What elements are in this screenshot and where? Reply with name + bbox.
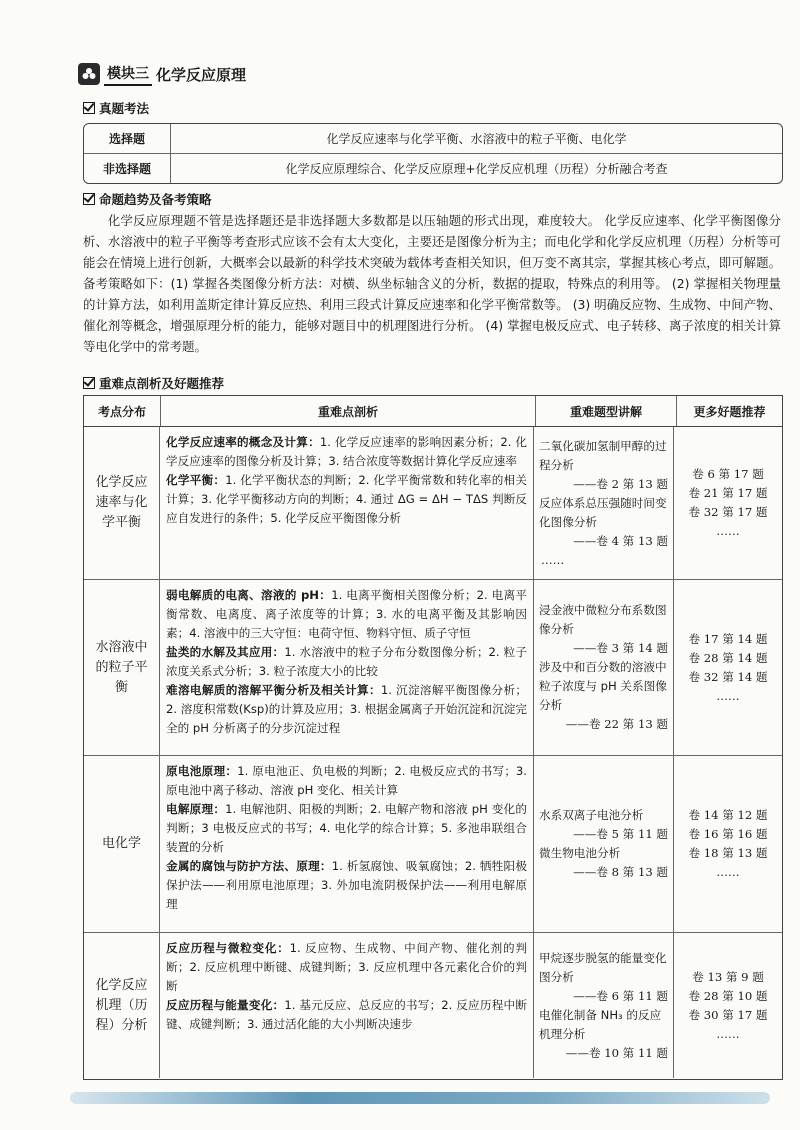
recommend-cell (674, 933, 782, 1078)
recommend-item: 卷 14 第 12 题 (688, 808, 768, 822)
explain-text: 涉及中和百分数的溶液中粒子浓度与 pH 关系图像分析 (539, 660, 667, 712)
recommend-item: …… (716, 865, 740, 879)
explain-ref: ——卷 8 第 13 题 (573, 865, 668, 879)
explain-text: 二氧化碳加氢制甲醇的过程分析 (539, 438, 667, 472)
check-icon (83, 377, 95, 389)
table-row (84, 124, 782, 153)
recommend-cell (674, 427, 782, 579)
category-cell: 化学反应速率与化学平衡 (84, 427, 160, 579)
analysis-title: 化学平衡： (166, 473, 226, 487)
row-value: 化学反应原理综合、化学反应原理+化学反应机理（历程）分析融合考查 (285, 162, 668, 176)
analysis-text: 1. 反应物、生成物、中间产物、催化剂的判断；2. 反应机理中断键、成键判断；3. 反应机理中各元素化合价的判断 (166, 941, 527, 993)
row-key: 选择题 (84, 124, 171, 153)
header-cell: 考点分布 (84, 396, 161, 426)
explain-ref: ——卷 6 第 11 题 (573, 988, 668, 1003)
explain-ref: ——卷 22 第 13 题 (565, 717, 668, 731)
table-row (84, 756, 782, 933)
analysis-title: 难溶电解质的溶解平衡分析及相关计算： (166, 683, 381, 697)
header-cell: 重难题型讲解 (536, 396, 677, 426)
analysis-text: 1. 电解池阴、阳极的判断；2. 电解产物和溶液 pH 变化的判断；3 电极反应式的书写；4. 电化学的综合计算；5. 多池串联组合装置的分析 (166, 802, 527, 854)
analysis-cell (160, 427, 534, 579)
analysis-text: 1. 化学反应速率的影响因素分析；2. 化学反应速率的图像分析及计算；3. 结合浓度等数据计算化学反应速率 (166, 435, 527, 468)
explain-ref: ——卷 3 第 14 题 (573, 641, 668, 655)
analysis-title: 化学反应速率的概念及计算： (166, 435, 320, 449)
row-value: 化学反应速率与化学平衡、水溶液中的粒子平衡、电化学 (326, 132, 627, 146)
section-difficult-label: 重难点剖析及好题推荐 (99, 376, 225, 391)
table-row (84, 427, 782, 580)
explain-text: 电催化制备 NH₃ 的反应机理分析 (539, 1007, 662, 1041)
analysis-cell (160, 756, 534, 932)
recommend-item: 卷 16 第 16 题 (688, 827, 768, 841)
analysis-title: 盐类的水解及其应用： (166, 645, 285, 659)
recommend-item: 卷 28 第 10 题 (688, 988, 768, 1003)
analysis-cell (160, 933, 534, 1078)
category-cell: 电化学 (84, 756, 160, 932)
table-row (84, 153, 782, 183)
analysis-text: 1. 析氢腐蚀、吸氧腐蚀；2. 牺牲阳极保护法——利用原电池原理；3. 外加电流阴极保护法——利用电解原理 (166, 859, 527, 911)
explain-ref: ——卷 2 第 13 题 (573, 476, 668, 491)
analysis-title: 电解原理： (166, 802, 226, 816)
analysis-text: 1. 沉淀溶解平衡图像分析；2. 溶度积常数(Ksp)的计算及应用；3. 根据金属离子开始沉淀和沉淀完全的 pH 分析离子的分步沉淀过程 (166, 683, 527, 735)
recommend-cell (674, 580, 782, 755)
section-zhenti-label: 真题考法 (99, 101, 150, 116)
recommend-item: 卷 28 第 14 题 (688, 650, 768, 665)
puzzle-icon (78, 63, 100, 85)
table-row (84, 580, 782, 756)
page-bottom-band (70, 1092, 770, 1104)
recommend-item: …… (716, 688, 740, 703)
analysis-text: 1. 原电池正、负电极的判断；2. 电极反应式的书写；3. 原电池中离子移动、溶液 pH 变化、相关计算 (166, 764, 527, 797)
explain-more: …… (541, 552, 565, 567)
recommend-item: 卷 30 第 17 题 (688, 1007, 768, 1022)
trend-paragraph: 化学反应原理题不管是选择题还是非选择题大多数都是以压轴题的形式出现，难度较大。 化学反应速率、化学平衡图像分析、水溶液中的粒子平衡等考查形式应该不会有太大变化，主要还是图像分析为主；而电化学和化学反应机理（历程）分析等可能会在情境上进行创新，大概率会以最新的科学技术突破为载体考查相关知识，但万变不离其宗，掌握其核心考点，即可解题。 备考策略如下：(1) 掌握各类图像分析方法：对横、纵坐标轴含义的分析，数据的提取，特殊点的利用等。 (2) 掌握相关物理量的计算方法，如利用盖斯定律计算反应热、利用三段式计算反应速率和化学平衡常数等。 (3) 明确反应物、生成物、中间产物、催化剂等概念，增强原理分析的能力，能够对题目中的机理图进行分析。 (4) 掌握电极反应式、电子转移、离子浓度的相关计算等电化学中的常考题。 (83, 213, 781, 354)
section-trend-label: 命题趋势及备考策略 (99, 192, 212, 207)
analysis-title: 反应历程与微粒变化： (166, 941, 290, 955)
analysis-title: 金属的腐蚀与防护方法、原理： (166, 859, 332, 873)
explain-cell (534, 756, 674, 932)
recommend-item: 卷 32 第 17 题 (688, 505, 768, 519)
module-title: 化学反应原理 (156, 65, 247, 84)
explain-cell (534, 933, 674, 1078)
section-difficult (83, 374, 224, 392)
explain-ref: ——卷 5 第 11 题 (573, 827, 668, 841)
module-header (78, 62, 246, 86)
analysis-text: 1. 水溶液中的粒子分布分数图像分析；2. 粒子浓度关系式分析；3. 粒子浓度大小的比较 (166, 645, 527, 678)
recommend-item: 卷 13 第 9 题 (692, 969, 764, 984)
explain-cell (534, 427, 674, 579)
header-cell: 更多好题推荐 (693, 404, 766, 419)
analysis-text: 1. 电离平衡相关图像分析；2. 电离平衡常数、电离度、离子浓度等的计算；3. 水的电离平衡及其影响因素；4. 溶液中的三大守恒：电荷守恒、物料守恒、质子守恒 (166, 588, 528, 640)
explain-text: 水系双离子电池分析 (539, 808, 644, 822)
recommend-item: 卷 18 第 13 题 (688, 846, 768, 860)
explain-text: 浸金液中微粒分布系数图像分析 (539, 603, 667, 636)
recommend-item: …… (716, 524, 740, 538)
module-tag: 模块三 (104, 62, 152, 86)
main-table (83, 395, 783, 1080)
check-icon (83, 102, 95, 114)
analysis-title: 弱电解质的电离、溶液的 pH： (166, 588, 332, 602)
recommend-cell (674, 756, 782, 932)
analysis-title: 反应历程与能量变化： (166, 998, 285, 1012)
explain-ref: ——卷 10 第 11 题 (565, 1045, 668, 1060)
recommend-item: 卷 6 第 17 题 (692, 467, 764, 481)
explain-text: 微生物电池分析 (539, 846, 621, 860)
row-key: 非选择题 (84, 154, 171, 183)
analysis-cell (160, 580, 534, 755)
analysis-title: 原电池原理： (166, 764, 238, 778)
category-cell: 水溶液中的粒子平衡 (84, 580, 160, 755)
table-header (84, 396, 782, 427)
explain-cell (534, 580, 674, 755)
category-cell: 化学反应机理（历程）分析 (84, 933, 160, 1078)
analysis-text: 1. 化学平衡状态的判断；2. 化学平衡常数和转化率的相关计算；3. 化学平衡移动方向的判断；4. 通过 ΔG = ΔH − TΔS 判断反应自发进行的条件；5. 化学反应平衡图像分析 (166, 473, 527, 525)
recommend-item: 卷 32 第 14 题 (688, 669, 768, 684)
analysis-text: 1. 基元反应、总反应的书写；2. 反应历程中断键、成键判断；3. 通过活化能的大小判断决速步 (166, 998, 527, 1031)
explain-ref: ——卷 4 第 13 题 (573, 533, 668, 548)
check-icon (83, 193, 95, 205)
exam-type-table (83, 123, 783, 184)
recommend-item: …… (716, 1026, 740, 1041)
section-trend (83, 190, 212, 208)
explain-text: 反应体系总压强随时间变化图像分析 (539, 495, 667, 529)
header-cell: 重难点剖析 (161, 396, 536, 426)
table-row (84, 933, 782, 1078)
recommend-item: 卷 21 第 17 题 (688, 486, 768, 500)
recommend-item: 卷 17 第 14 题 (688, 631, 768, 646)
section-zhenti (83, 99, 149, 117)
explain-text: 甲烷逐步脱氢的能量变化图分析 (539, 950, 667, 984)
